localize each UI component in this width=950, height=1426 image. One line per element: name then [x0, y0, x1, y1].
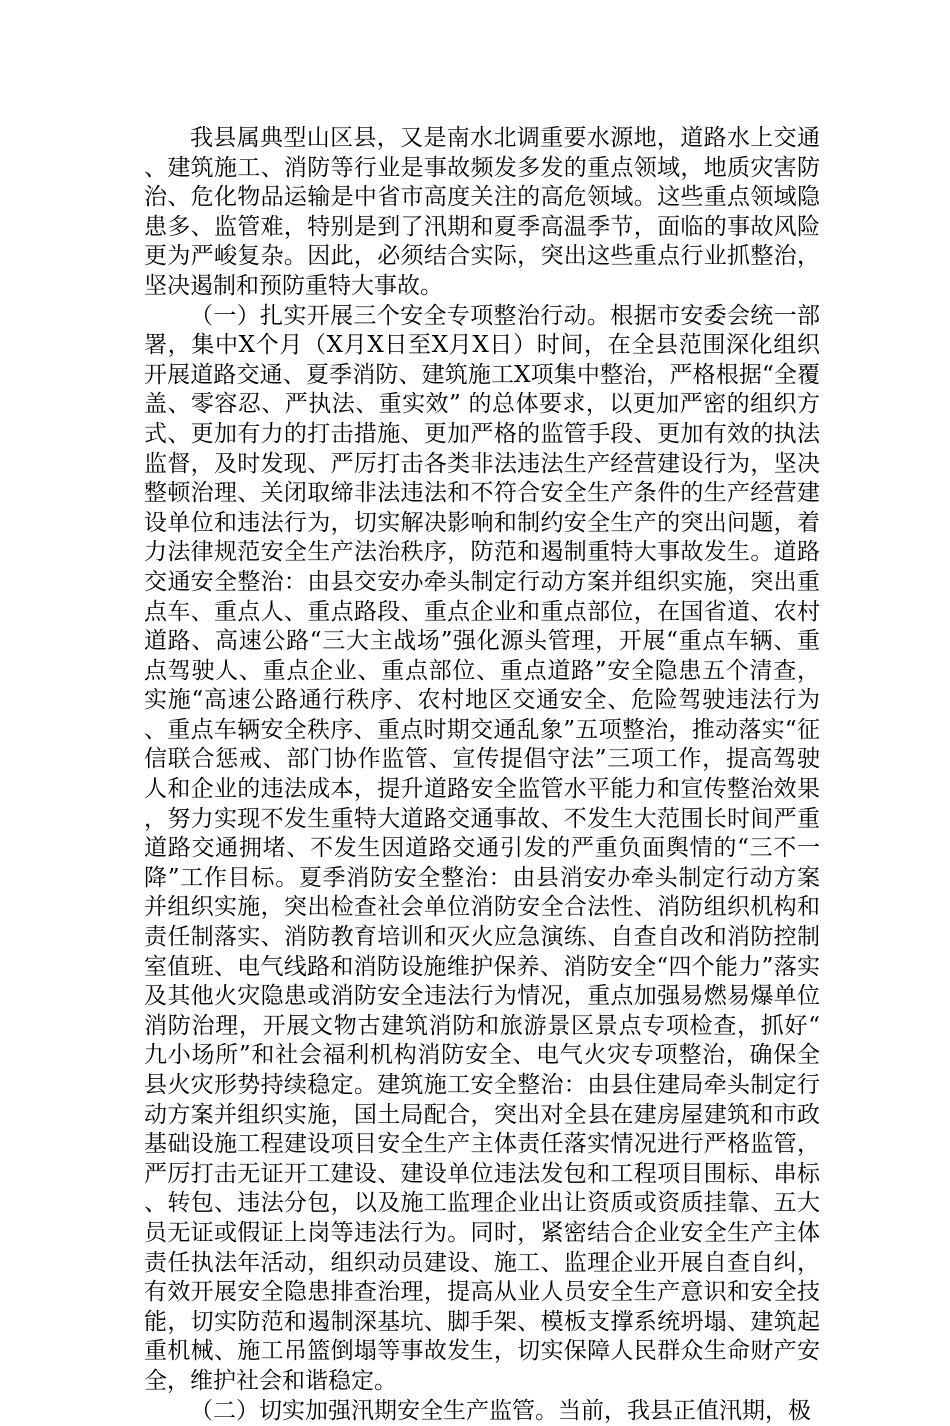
- body-paragraph-3: （二）切实加强汛期安全生产监管。当前，我县正值汛期，极: [190, 1397, 811, 1424]
- body-paragraph-1: 我县属典型山区县，又是南水北调重要水源地，道路水上交通、建筑施工、消防等行业是事故频发多发的重点领域，地质灾害防治、危化物品运输是中省市高度关注的高危领域。这些重点领域隐患多、监管难，特别是到了汛期和夏季高温季节，面临的事故风险更为严峻复杂。因此，必须结合实际，突出这些重点行业抓整治，坚决遏制和预防重特大事故。: [144, 125, 820, 299]
- body-paragraph-2: （一）扎实开展三个安全专项整治行动。根据市安委会统一部署，集中X个月（X月X日至X月X日）时间，在全县范围深化组织开展道路交通、夏季消防、建筑施工X项集中整治，严格根据“全覆盖、零容忍、严执法、重实效” 的总体要求，以更加严密的组织方式、更加有力的打击措施、更加严格的监管手段、更加有效的执法监督，及时发现、严厉打击各类非法违法生产经营建设行为，坚决整顿治理、关闭取缔非法违法和不符合安全生产条件的生产经营建设单位和违法行为，切实解决影响和制约安全生产的突出问题，着力法律规范安全生产法治秩序，防范和遏制重特大事故发生。道路交通安全整治：由县交安办牵头制定行动方案并组织实施，突出重点车、重点人、重点路段、重点企业和重点部位，在国省道、农村道路、高速公路“三大主战场”强化源头管理，开展“重点车辆、重点驾驶人、重点企业、重点部位、重点道路”安全隐患五个清查，实施“高速公路通行秩序、农村地区交通安全、危险驾驶违法行为、重点车辆安全秩序、重点时期交通乱象”五项整治，推动落实“征信联合惩戒、部门协作监管、宣传提倡守法”三项工作，提高驾驶人和企业的违法成本，提升道路安全监管水平能力和宣传整治效果，努力实现不发生重特大道路交通事故、不发生大范围长时间严重道路交通拥堵、不发生因道路交通引发的严重负面舆情的“三不一降”工作目标。夏季消防安全整治：由县消安办牵头制定行动方案并组织实施，突出检查社会单位消防安全合法性、消防组织机构和责任制落实、消防教育培训和灭火应急演练、自查自改和消防控制室值班、电气线路和消防设施维护保养、消防安全“四个能力”落实及其他火灾隐患或消防安全违法行为情况，重点加强易燃易爆单位消防治理，开展文物古建筑消防和旅游景区景点专项检查，抓好“九小场所”和社会福利机构消防安全、电气火灾专项整治，确保全县火灾形势持续稳定。建筑施工安全整治：由县住建局牵头制定行动方案并组织实施，国土局配合，突出对全县在建房屋建筑和市政基础设施工程建设项目安全生产主体责任落实情况进行严格监管，严厉打击无证开工建设、建设单位违法发包和工程项目围标、串标、转包、违法分包，以及施工监理企业出让资质或资质挂靠、五大员无证或假证上岗等违法行为。同时，紧密结合企业安全生产主体责任执法年活动，组织动员建设、施工、监理企业开展自查自纠，有效开展安全隐患排查治理，提高从业人员安全生产意识和安全技能，切实防范和遏制深基坑、脚手架、模板支撑系统坍塌、建筑起重机械、施工吊篮倒塌等事故发生，切实保障人民群众生命财产安全，维护社会和谐稳定。: [144, 302, 820, 1394]
- document-page: [144, 124, 820, 1426]
